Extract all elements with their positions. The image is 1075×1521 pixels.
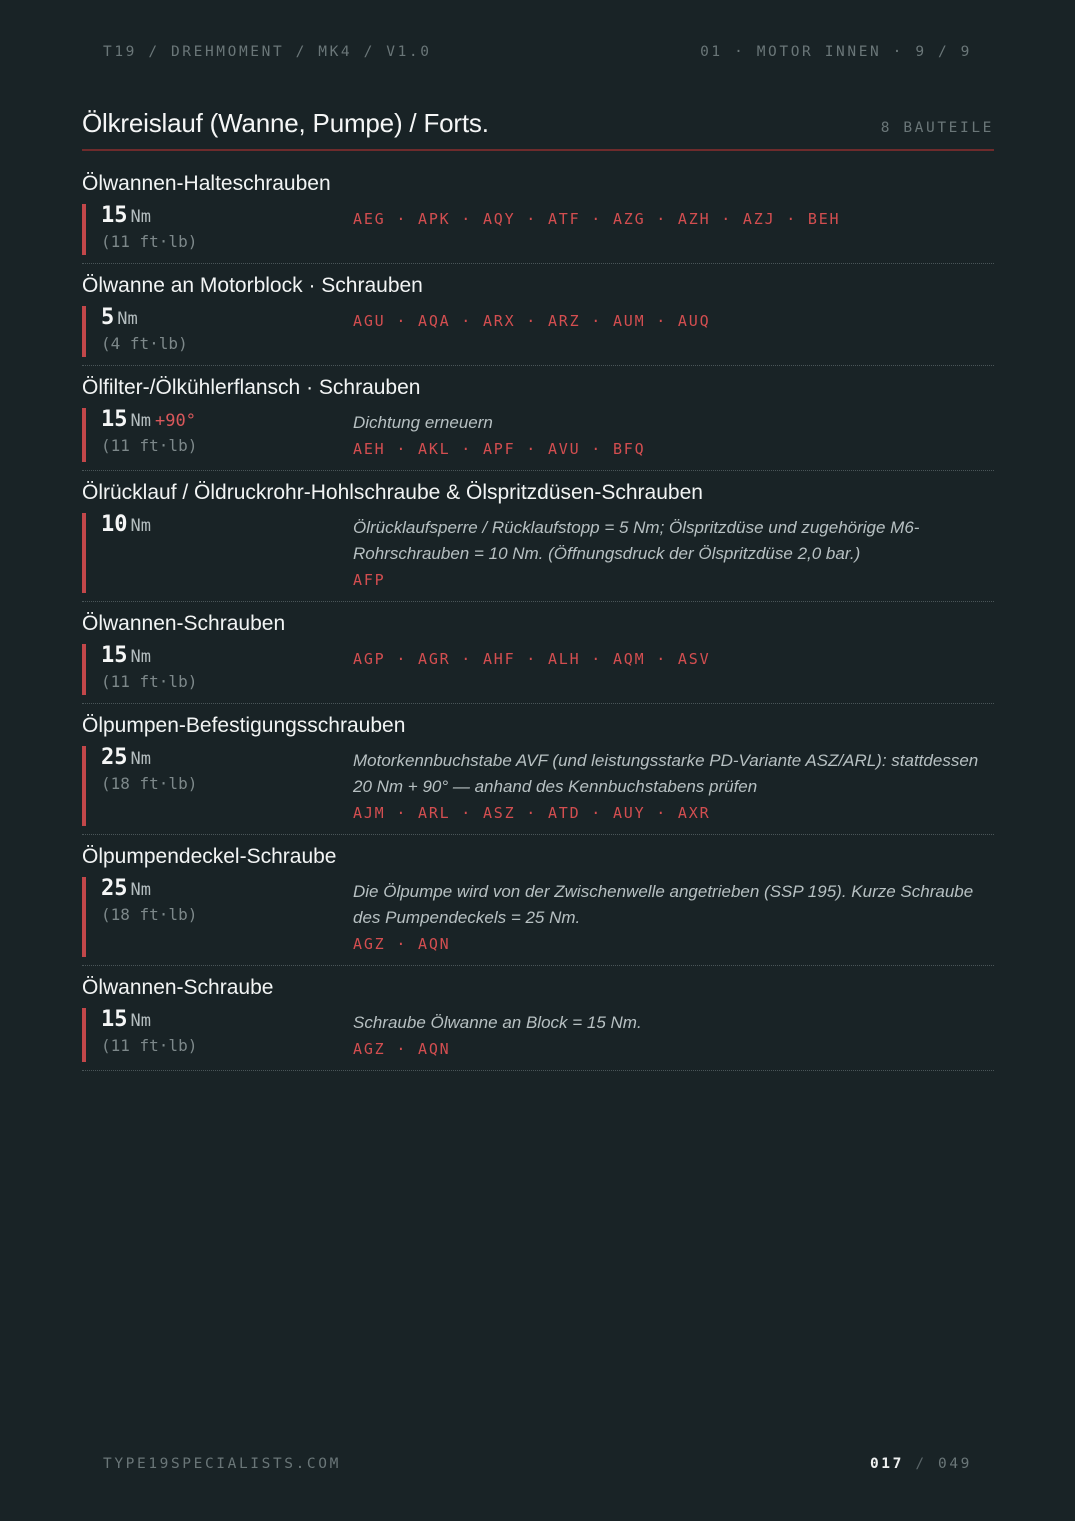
torque-value: 15 xyxy=(101,643,128,668)
torque-unit: Nm xyxy=(117,309,138,329)
torque-unit: Nm xyxy=(130,749,151,769)
item-name: Ölfilter-/Ölkühlerflansch · Schrauben xyxy=(82,376,421,399)
page-total: 049 xyxy=(938,1456,972,1472)
torque-item xyxy=(82,170,994,264)
page-separator: / xyxy=(915,1456,927,1472)
item-info xyxy=(353,513,994,593)
engine-codes: AGZ · AQN xyxy=(353,935,451,953)
torque-spec xyxy=(101,204,353,255)
torque-spec xyxy=(101,513,353,593)
torque-item xyxy=(82,974,994,1071)
torque-ftlb: (18 ft·lb) xyxy=(101,905,198,924)
engine-codes: AEG · APK · AQY · ATF · AZG · AZH · AZJ · BEH xyxy=(353,210,841,228)
page-footer xyxy=(103,1456,972,1472)
page-header xyxy=(103,44,972,60)
part-count: 8 BAUTEILE xyxy=(880,120,994,136)
item-name: Ölpumpen-Befestigungsschrauben xyxy=(82,714,406,737)
item-name: Ölwannen-Halteschrauben xyxy=(82,172,331,195)
torque-unit: Nm xyxy=(130,207,151,227)
item-body xyxy=(82,644,994,695)
item-info xyxy=(353,644,994,695)
item-info xyxy=(353,1008,994,1062)
torque-ftlb: (11 ft·lb) xyxy=(101,436,198,455)
torque-value: 10 xyxy=(101,512,128,537)
torque-ftlb: (11 ft·lb) xyxy=(101,672,198,691)
item-body xyxy=(82,877,994,957)
torque-list xyxy=(82,170,994,1079)
item-info xyxy=(353,877,994,957)
engine-codes: AGZ · AQN xyxy=(353,1040,451,1058)
torque-spec xyxy=(101,306,353,357)
section-title: Ölkreislauf (Wanne, Pumpe) / Forts. xyxy=(82,108,489,138)
torque-item xyxy=(82,843,994,966)
engine-codes: AGU · AQA · ARX · ARZ · AUM · AUQ xyxy=(353,312,711,330)
torque-unit: Nm xyxy=(130,516,151,536)
item-name: Ölpumpendeckel-Schraube xyxy=(82,845,337,868)
torque-unit: Nm xyxy=(130,880,151,900)
item-body xyxy=(82,1008,994,1062)
torque-spec xyxy=(101,644,353,695)
torque-unit: Nm xyxy=(130,1011,151,1031)
item-body xyxy=(82,746,994,826)
item-name: Ölwannen-Schraube xyxy=(82,976,274,999)
header-section-id: 01 · MOTOR INNEN · 9 / 9 xyxy=(700,44,972,60)
page-number xyxy=(870,1456,972,1472)
item-info xyxy=(353,204,994,255)
torque-value: 25 xyxy=(101,745,128,770)
engine-codes: AGP · AGR · AHF · ALH · AQM · ASV xyxy=(353,650,711,668)
item-name: Ölrücklauf / Öldruckrohr-Hohlschraube & Ölspritzdüsen-Schrauben xyxy=(82,481,703,504)
torque-value: 15 xyxy=(101,203,128,228)
torque-item xyxy=(82,272,994,366)
torque-value: 5 xyxy=(101,305,115,330)
item-note: Ölrücklaufsperre / Rücklaufstopp = 5 Nm; Ölspritzdüse und zugehörige M6-Rohrschrauben = 10 Nm. (Öffnungsdruck der Ölspritzdüse 2,0 bar.) xyxy=(353,518,920,563)
footer-site: TYPE19SPECIALISTS.COM xyxy=(103,1456,341,1472)
item-body xyxy=(82,408,994,462)
item-info xyxy=(353,306,994,357)
torque-angle: +90° xyxy=(154,411,196,431)
item-note: Schraube Ölwanne an Block = 15 Nm. xyxy=(353,1013,642,1032)
item-info xyxy=(353,408,994,462)
item-name: Ölwannen-Schrauben xyxy=(82,612,286,635)
torque-unit: Nm xyxy=(130,647,151,667)
torque-spec xyxy=(101,746,353,826)
torque-ftlb: (11 ft·lb) xyxy=(101,232,198,251)
torque-item xyxy=(82,610,994,704)
torque-spec xyxy=(101,408,353,462)
item-body xyxy=(82,204,994,255)
item-note: Motorkennbuchstabe AVF (und leistungsstarke PD-Variante ASZ/ARL): stattdessen 20 Nm + 90° — anhand des Kennbuchstabens prüfen xyxy=(353,751,979,796)
item-body xyxy=(82,513,994,593)
header-doc-id: T19 / DREHMOMENT / MK4 / V1.0 xyxy=(103,44,432,60)
item-body xyxy=(82,306,994,357)
section-title-row xyxy=(82,108,994,151)
torque-item xyxy=(82,479,994,602)
torque-spec xyxy=(101,877,353,957)
torque-value: 15 xyxy=(101,1007,128,1032)
engine-codes: AEH · AKL · APF · AVU · BFQ xyxy=(353,440,646,458)
engine-codes: AJM · ARL · ASZ · ATD · AUY · AXR xyxy=(353,804,711,822)
torque-value: 15 xyxy=(101,407,128,432)
torque-item xyxy=(82,712,994,835)
page-current: 017 xyxy=(869,1456,904,1472)
torque-value: 25 xyxy=(101,876,128,901)
torque-unit: Nm xyxy=(130,411,151,431)
torque-item xyxy=(82,374,994,471)
item-note: Die Ölpumpe wird von der Zwischenwelle angetrieben (SSP 195). Kurze Schraube des Pumpendeckels = 25 Nm. xyxy=(353,882,974,927)
torque-spec xyxy=(101,1008,353,1062)
engine-codes: AFP xyxy=(353,571,386,589)
torque-ftlb: (11 ft·lb) xyxy=(101,1036,198,1055)
torque-ftlb: (18 ft·lb) xyxy=(101,774,198,793)
item-info xyxy=(353,746,994,826)
torque-ftlb: (4 ft·lb) xyxy=(101,334,188,353)
item-note: Dichtung erneuern xyxy=(353,413,493,432)
item-name: Ölwanne an Motorblock · Schrauben xyxy=(82,274,423,297)
